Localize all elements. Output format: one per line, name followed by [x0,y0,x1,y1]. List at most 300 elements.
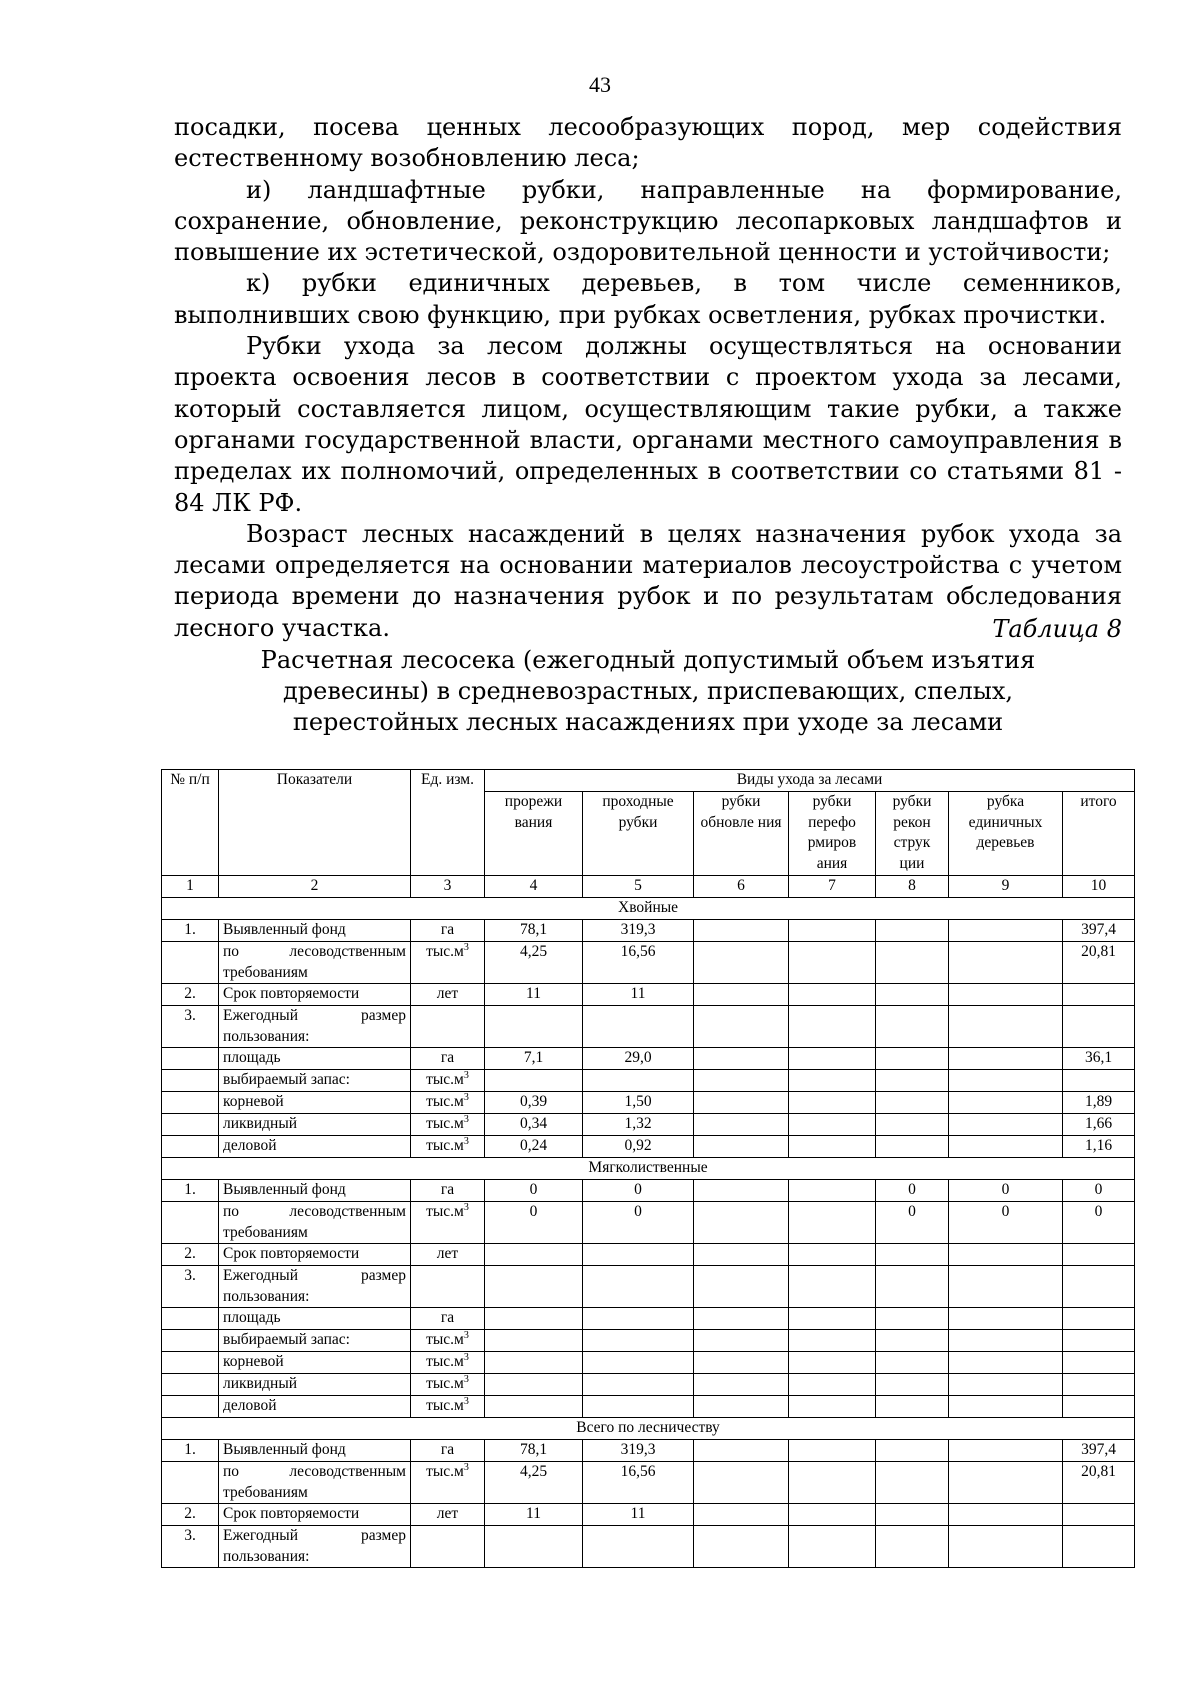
row-unit [411,1266,485,1308]
column-number: 2 [219,876,411,898]
value-cell [485,1374,583,1396]
unit-text: тыс.м [426,1375,464,1392]
value-cell [485,1070,583,1092]
table-row [162,1352,1135,1374]
unit-superscript: 3 [463,1461,469,1473]
table-title [174,645,1122,738]
row-unit [411,1092,485,1114]
row-indicator: ликвидный [219,1114,411,1136]
section-title: Всего по лесничеству [162,1418,1135,1440]
value-cell [485,1308,583,1330]
value-cell [694,1048,789,1070]
column-number: 6 [694,876,789,898]
row-indicator: выбираемый запас: [219,1330,411,1352]
column-number: 5 [583,876,694,898]
table-row [162,1092,1135,1114]
value-cell [876,984,949,1006]
value-cell [694,1396,789,1418]
row-indicator: деловой [219,1396,411,1418]
value-cell [876,1308,949,1330]
value-cell: 0 [1063,1180,1135,1202]
row-indicator: выбираемый запас: [219,1070,411,1092]
value-cell: 11 [485,1504,583,1526]
value-cell [949,1136,1063,1158]
value-cell [876,1330,949,1352]
unit-text: лет [436,1505,459,1522]
value-cell [694,1504,789,1526]
table-title-line: перестойных лесных насаждениях при уходе за лесами [292,708,1004,736]
column-number: 9 [949,876,1063,898]
row-unit [411,984,485,1006]
row-number: 1. [162,1440,219,1462]
row-number [162,1202,219,1244]
value-cell [949,1266,1063,1308]
row-number: 3. [162,1006,219,1048]
row-number: 1. [162,920,219,942]
value-cell: 29,0 [583,1048,694,1070]
row-number [162,1308,219,1330]
table-row [162,1114,1135,1136]
section-title: Хвойные [162,898,1135,920]
value-cell: 397,4 [1063,920,1135,942]
value-cell [789,1352,876,1374]
table-row [162,1330,1135,1352]
value-cell [949,1006,1063,1048]
row-indicator: Ежегодный размер пользования: [219,1006,411,1048]
header-passage-cuts: проходные рубки [583,792,694,876]
column-number: 1 [162,876,219,898]
value-cell [1063,1352,1135,1374]
value-cell [949,1048,1063,1070]
table-row [162,1374,1135,1396]
row-number [162,1330,219,1352]
value-cell [949,1352,1063,1374]
value-cell [1063,1396,1135,1418]
value-cell: 1,66 [1063,1114,1135,1136]
header-total: итого [1063,792,1135,876]
unit-text: лет [436,1245,459,1262]
value-cell [694,942,789,984]
column-number-row [162,876,1135,898]
unit-superscript: 3 [463,1069,469,1081]
row-unit [411,1202,485,1244]
table-row [162,1048,1135,1070]
value-cell [876,1462,949,1504]
value-cell [485,1396,583,1418]
value-cell [485,1266,583,1308]
table-row [162,1462,1135,1504]
header-reconstruction-cuts: рубки рекон струк ции [876,792,949,876]
value-cell: 11 [583,984,694,1006]
row-unit [411,1114,485,1136]
value-cell [583,1526,694,1568]
section-title: Мягколиственные [162,1158,1135,1180]
row-unit [411,1180,485,1202]
value-cell [694,1374,789,1396]
value-cell: 0 [876,1202,949,1244]
table-row [162,1526,1135,1568]
row-unit [411,1006,485,1048]
row-indicator: площадь [219,1308,411,1330]
header-care-types: Виды ухода за лесами [485,770,1135,792]
value-cell [876,1070,949,1092]
value-cell [876,942,949,984]
header-single-tree-cuts: рубка единичных деревьев [949,792,1063,876]
unit-text: га [440,1049,455,1066]
paragraph-continuation: посадки, посева ценных лесообразующих пород, мер содействия естественному возобновлению леса; [174,113,1122,173]
value-cell [949,1440,1063,1462]
value-cell [1063,1526,1135,1568]
paragraph-item-k: к) рубки единичных деревьев, в том числе семенников, выполнивших свою функцию, при рубках осветления, рубках прочистки. [174,269,1122,329]
value-cell: 0 [583,1202,694,1244]
table-row [162,1180,1135,1202]
table-row [162,1136,1135,1158]
paragraph-stand-age: Возраст лесных насаждений в целях назначения рубок ухода за лесами определяется на основании материалов лесоустройства с учетом периода времени до назначения рубок и по результатам обследования лесного участка. [174,519,1122,642]
section-row [162,898,1135,920]
value-cell: 0,39 [485,1092,583,1114]
row-indicator: Выявленный фонд [219,920,411,942]
value-cell: 1,32 [583,1114,694,1136]
value-cell [1063,1266,1135,1308]
unit-superscript: 3 [463,1091,469,1103]
row-indicator: Срок повторяемости [219,1244,411,1266]
row-unit [411,1374,485,1396]
value-cell [1063,1006,1135,1048]
value-cell: 7,1 [485,1048,583,1070]
paragraph-item-i: и) ландшафтные рубки, направленные на формирование, сохранение, обновление, реконструкцию лесопарковых ландшафтов и повышение их эстетической, оздоровительной ценности и устойчивости; [174,175,1122,267]
table-caption: Таблица 8 [992,615,1122,643]
row-indicator: по лесоводственным требованиям [219,1202,411,1244]
value-cell: 4,25 [485,1462,583,1504]
value-cell [949,1374,1063,1396]
value-cell: 0,24 [485,1136,583,1158]
value-cell [694,1006,789,1048]
unit-superscript: 3 [463,1395,469,1407]
header-thinning: прорежи вания [485,792,583,876]
value-cell: 0 [1063,1202,1135,1244]
row-indicator: площадь [219,1048,411,1070]
row-unit [411,1462,485,1504]
value-cell [1063,1504,1135,1526]
row-number: 3. [162,1266,219,1308]
table-row [162,942,1135,984]
unit-text: тыс.м [426,1071,464,1088]
row-number: 2. [162,1504,219,1526]
value-cell [789,920,876,942]
value-cell [789,942,876,984]
table-row [162,1440,1135,1462]
unit-text: тыс.м [426,1397,464,1414]
row-unit [411,1048,485,1070]
value-cell: 20,81 [1063,942,1135,984]
page-number: 43 [589,72,611,97]
value-cell: 0,34 [485,1114,583,1136]
header-reshaping-cuts: рубки перефо рмиров ания [789,792,876,876]
unit-text: га [440,1441,455,1458]
row-unit [411,1308,485,1330]
value-cell [876,1504,949,1526]
row-unit [411,920,485,942]
header-row [162,770,1135,792]
value-cell [789,1092,876,1114]
value-cell [876,920,949,942]
value-cell [583,1006,694,1048]
value-cell [694,920,789,942]
allowable-cut-table [161,769,1135,1568]
column-number: 7 [789,876,876,898]
value-cell [694,1352,789,1374]
value-cell [789,1244,876,1266]
value-cell: 16,56 [583,1462,694,1504]
value-cell [789,1308,876,1330]
table-title-line: древесины) в средневозрастных, приспевающих, спелых, [282,677,1013,705]
value-cell [789,1180,876,1202]
value-cell [1063,1308,1135,1330]
table-row [162,1266,1135,1308]
value-cell: 397,4 [1063,1440,1135,1462]
value-cell [694,1136,789,1158]
value-cell: 11 [583,1504,694,1526]
unit-superscript: 3 [463,1351,469,1363]
section-row [162,1158,1135,1180]
value-cell: 0 [949,1180,1063,1202]
unit-text: тыс.м [426,1203,464,1220]
value-cell [1063,984,1135,1006]
table-row [162,1006,1135,1048]
value-cell [789,1266,876,1308]
value-cell [485,1330,583,1352]
value-cell [694,1440,789,1462]
unit-text: тыс.м [426,1093,464,1110]
row-number [162,1396,219,1418]
value-cell: 319,3 [583,920,694,942]
table-row [162,1202,1135,1244]
table-row [162,1244,1135,1266]
unit-text: тыс.м [426,1331,464,1348]
value-cell [876,1266,949,1308]
unit-superscript: 3 [463,1135,469,1147]
row-indicator: Ежегодный размер пользования: [219,1266,411,1308]
body-text [174,112,1122,644]
row-number [162,1352,219,1374]
value-cell [876,1526,949,1568]
value-cell: 319,3 [583,1440,694,1462]
unit-superscript: 3 [463,941,469,953]
value-cell [789,1462,876,1504]
value-cell: 1,89 [1063,1092,1135,1114]
value-cell [949,1504,1063,1526]
value-cell [789,1330,876,1352]
table-row [162,1308,1135,1330]
value-cell [694,1202,789,1244]
value-cell [789,1440,876,1462]
row-indicator: Срок повторяемости [219,984,411,1006]
value-cell [876,1048,949,1070]
value-cell [694,984,789,1006]
value-cell [694,1526,789,1568]
value-cell [876,1440,949,1462]
value-cell [583,1374,694,1396]
unit-text: тыс.м [426,943,464,960]
value-cell [949,984,1063,1006]
section-row [162,1418,1135,1440]
row-indicator: Срок повторяемости [219,1504,411,1526]
value-cell [694,1308,789,1330]
header-indicators: Показатели [219,770,411,876]
value-cell: 4,25 [485,942,583,984]
row-number: 3. [162,1526,219,1568]
value-cell [694,1244,789,1266]
column-number: 10 [1063,876,1135,898]
row-number [162,1462,219,1504]
value-cell [876,1352,949,1374]
row-indicator: по лесоводственным требованиям [219,942,411,984]
value-cell [949,942,1063,984]
value-cell [949,1396,1063,1418]
value-cell [876,1092,949,1114]
value-cell: 16,56 [583,942,694,984]
unit-text: га [440,1309,455,1326]
unit-text: га [440,921,455,938]
row-number [162,1114,219,1136]
value-cell [694,1462,789,1504]
row-number [162,942,219,984]
table-row [162,1070,1135,1092]
value-cell [789,1526,876,1568]
paragraph-thinning-basis: Рубки ухода за лесом должны осуществляться на основании проекта освоения лесов в соответствии с проектом ухода за лесами, который составляется лицом, осуществляющим такие рубки, а также органами государственной власти, органами местного самоуправления в пределах их полномочий, определенных в соответствии со статьями 81 - 84 ЛК РФ. [174,332,1122,517]
value-cell [949,1526,1063,1568]
value-cell: 78,1 [485,1440,583,1462]
value-cell: 0,92 [583,1136,694,1158]
value-cell [583,1308,694,1330]
value-cell [789,1114,876,1136]
value-cell [694,1266,789,1308]
value-cell [949,920,1063,942]
value-cell [1063,1070,1135,1092]
value-cell [583,1266,694,1308]
value-cell [789,984,876,1006]
row-unit [411,942,485,984]
value-cell [694,1330,789,1352]
row-number [162,1048,219,1070]
row-number: 2. [162,984,219,1006]
value-cell: 20,81 [1063,1462,1135,1504]
value-cell [876,1396,949,1418]
row-unit [411,1526,485,1568]
unit-text: га [440,1181,455,1198]
value-cell: 0 [485,1180,583,1202]
row-indicator: Выявленный фонд [219,1180,411,1202]
value-cell: 36,1 [1063,1048,1135,1070]
row-indicator: ликвидный [219,1374,411,1396]
value-cell [789,1202,876,1244]
value-cell [789,1136,876,1158]
unit-text: тыс.м [426,1353,464,1370]
value-cell [949,1244,1063,1266]
row-number [162,1374,219,1396]
value-cell [789,1070,876,1092]
unit-text: лет [436,985,459,1002]
value-cell [949,1330,1063,1352]
header-unit: Ед. изм. [411,770,485,876]
value-cell [949,1308,1063,1330]
header-renewal-cuts: рубки обновле ния [694,792,789,876]
value-cell: 0 [876,1180,949,1202]
value-cell [949,1092,1063,1114]
value-cell [485,1244,583,1266]
row-indicator: корневой [219,1352,411,1374]
value-cell [789,1504,876,1526]
unit-text: тыс.м [426,1115,464,1132]
value-cell [876,1136,949,1158]
value-cell: 11 [485,984,583,1006]
table-row [162,984,1135,1006]
table-row [162,1504,1135,1526]
unit-superscript: 3 [463,1113,469,1125]
value-cell [949,1114,1063,1136]
unit-superscript: 3 [463,1201,469,1213]
value-cell [583,1352,694,1374]
row-unit [411,1330,485,1352]
value-cell [485,1006,583,1048]
value-cell: 1,50 [583,1092,694,1114]
value-cell [1063,1374,1135,1396]
unit-superscript: 3 [463,1373,469,1385]
value-cell [789,1048,876,1070]
value-cell [789,1396,876,1418]
value-cell [789,1374,876,1396]
value-cell [583,1070,694,1092]
column-number: 4 [485,876,583,898]
row-indicator: Ежегодный размер пользования: [219,1526,411,1568]
row-unit [411,1440,485,1462]
value-cell [485,1526,583,1568]
value-cell: 0 [485,1202,583,1244]
value-cell: 1,16 [1063,1136,1135,1158]
row-unit [411,1136,485,1158]
value-cell [876,1244,949,1266]
value-cell [949,1462,1063,1504]
row-unit [411,1396,485,1418]
row-number [162,1092,219,1114]
unit-text: тыс.м [426,1463,464,1480]
column-number: 3 [411,876,485,898]
value-cell [583,1330,694,1352]
row-unit [411,1070,485,1092]
header-num: № п/п [162,770,219,876]
value-cell [583,1396,694,1418]
table-title-line: Расчетная лесосека (ежегодный допустимый объем изъятия [260,646,1036,674]
row-indicator: корневой [219,1092,411,1114]
value-cell [876,1006,949,1048]
value-cell [1063,1244,1135,1266]
row-number [162,1136,219,1158]
value-cell [876,1114,949,1136]
row-unit [411,1244,485,1266]
row-indicator: деловой [219,1136,411,1158]
value-cell [694,1114,789,1136]
value-cell: 0 [949,1202,1063,1244]
row-number [162,1070,219,1092]
value-cell [694,1092,789,1114]
value-cell: 78,1 [485,920,583,942]
value-cell: 0 [583,1180,694,1202]
value-cell [949,1070,1063,1092]
value-cell [694,1180,789,1202]
value-cell [694,1070,789,1092]
row-indicator: по лесоводственным требованиям [219,1462,411,1504]
column-number: 8 [876,876,949,898]
